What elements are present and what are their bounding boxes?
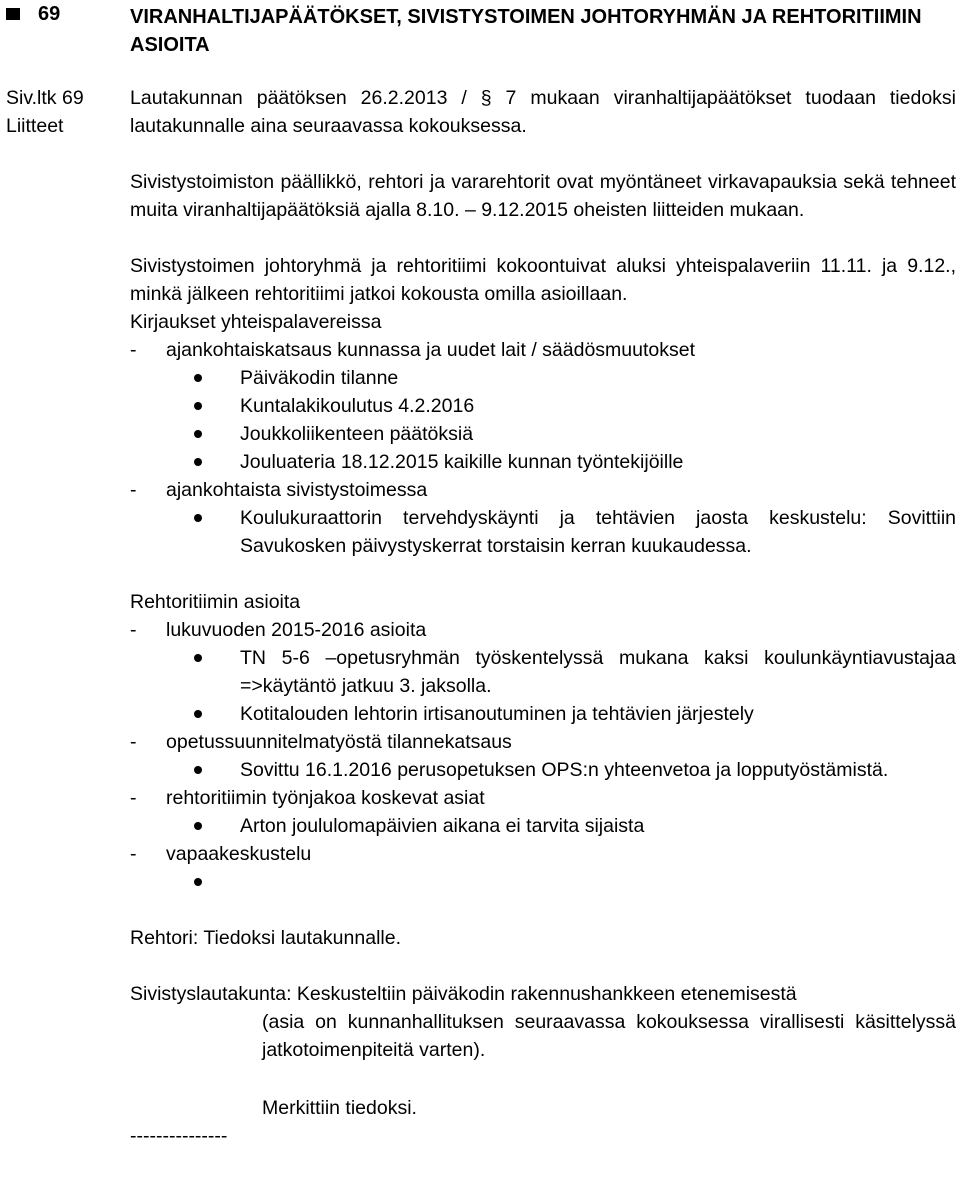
section-marker-icon [6,8,20,20]
joint-meetings-section [130,308,956,560]
dash-item [130,840,956,868]
end-separator: --------------- [130,1125,228,1147]
decision-continuation: (asia on kunnanhallituksen seuraavassa kokouksessa virallisesti käsittelyssä jatkotoimenpiteitä varten). [262,1011,956,1061]
bullet-text: TN 5-6 –opetusryhmän työskentelyssä mukana kaksi koulunkäyntiavustajaa =>käytäntö jatkuu 3. jaksolla. [240,647,956,697]
decision-lead: Sivistyslautakunta: Keskusteltiin päiväkodin rakennushankkeen etenemisestä [130,983,797,1005]
bullet-text: Kuntalakikoulutus 4.2.2016 [240,395,475,417]
bullet-icon [194,458,202,466]
bullet-icon [194,878,202,886]
dash-marker: - [130,843,137,865]
dash-marker: - [130,619,137,641]
dash-item [130,616,956,644]
bullet-item [130,364,956,392]
bullet-icon [194,710,202,718]
dash-item [130,784,956,812]
bullet-item [130,700,956,728]
bullet-icon [194,514,202,522]
bullet-icon [194,654,202,662]
dash-marker: - [130,787,137,809]
document-body [130,84,956,1150]
dash-item-label: ajankohtaiskatsaus kunnassa ja uudet lait / säädösmuutokset [166,339,695,361]
bullet-item-empty [130,868,956,896]
dash-item-label: vapaakeskustelu [166,843,312,865]
bullet-text: Joukkoliikenteen päätöksiä [240,423,474,445]
dash-item-label: lukuvuoden 2015-2016 asioita [166,619,427,641]
dash-item [130,728,956,756]
dash-item-label: opetussuunnitelmatyöstä tilannekatsaus [166,731,512,753]
dash-marker: - [130,731,137,753]
bullet-item [130,448,956,476]
dash-item [130,336,956,364]
dash-marker: - [130,339,137,361]
bullet-text: Päiväkodin tilanne [240,367,399,389]
meeting-paragraph: Sivistystoimen johtoryhmä ja rehtoritiimi kokoontuivat aluksi yhteispalaveriin 11.11. ja 9.12., minkä jälkeen rehtoritiimi jatkoi kokousta omilla asioillaan. [130,255,956,305]
bullet-icon [194,766,202,774]
proposal-line: Rehtori: Tiedoksi lautakunnalle. [130,927,401,949]
dash-item-label: rehtoritiimin työnjakoa koskevat asiat [166,787,485,809]
decision-noted: Merkittiin tiedoksi. [262,1097,417,1119]
bullet-item [130,392,956,420]
bullet-text: Jouluateria 18.12.2015 kaikille kunnan työntekijöille [240,451,684,473]
bullet-item [130,504,956,560]
bullet-text: Kotitalouden lehtorin irtisanoutuminen ja tehtävien järjestely [240,703,754,725]
side-ref-attachments: Liitteet [6,115,64,137]
bullet-icon [194,822,202,830]
bullet-text: Arton joululomapäivien aikana ei tarvita sijaista [240,815,645,837]
principal-team-section [130,588,956,896]
intro-paragraph: Lautakunnan päätöksen 26.2.2013 / § 7 mukaan viranhaltijapäätökset tuodaan tiedoksi lautakunnalle aina seuraavassa kokouksessa. [130,87,956,137]
side-reference [6,84,84,140]
section-title: VIRANHALTIJAPÄÄTÖKSET, SIVISTYSTOIMEN JOHTORYHMÄN JA REHTORITIIMIN ASIOITA [130,6,922,56]
bullet-icon [194,374,202,382]
bullet-text: Sovittu 16.1.2016 perusopetuksen OPS:n yhteenvetoa ja lopputyöstämistä. [240,759,889,781]
joint-meetings-heading: Kirjaukset yhteispalavereissa [130,311,382,333]
bullet-item [130,644,956,700]
principal-team-heading: Rehtoritiimin asioita [130,591,301,613]
dash-item-label: ajankohtaista sivistystoimessa [166,479,428,501]
decisions-paragraph: Sivistystoimiston päällikkö, rehtori ja vararehtorit ovat myöntäneet virkavapauksia sekä tehneet muita viranhaltijapäätöksiä ajalla 8.10. – 9.12.2015 oheisten liitteiden mukaan. [130,171,956,221]
bullet-item [130,812,956,840]
bullet-item [130,756,956,784]
bullet-icon [194,430,202,438]
bullet-icon [194,402,202,410]
dash-item [130,476,956,504]
dash-marker: - [130,479,137,501]
bullet-text: Koulukuraattorin tervehdyskäynti ja tehtävien jaosta keskustelu: Sovittiin Savukosken päivystyskerrat torstaisin kerran kuukaudessa. [240,507,956,557]
bullet-item [130,420,956,448]
side-ref-code: Siv.ltk 69 [6,87,84,109]
section-number: 69 [38,3,61,25]
